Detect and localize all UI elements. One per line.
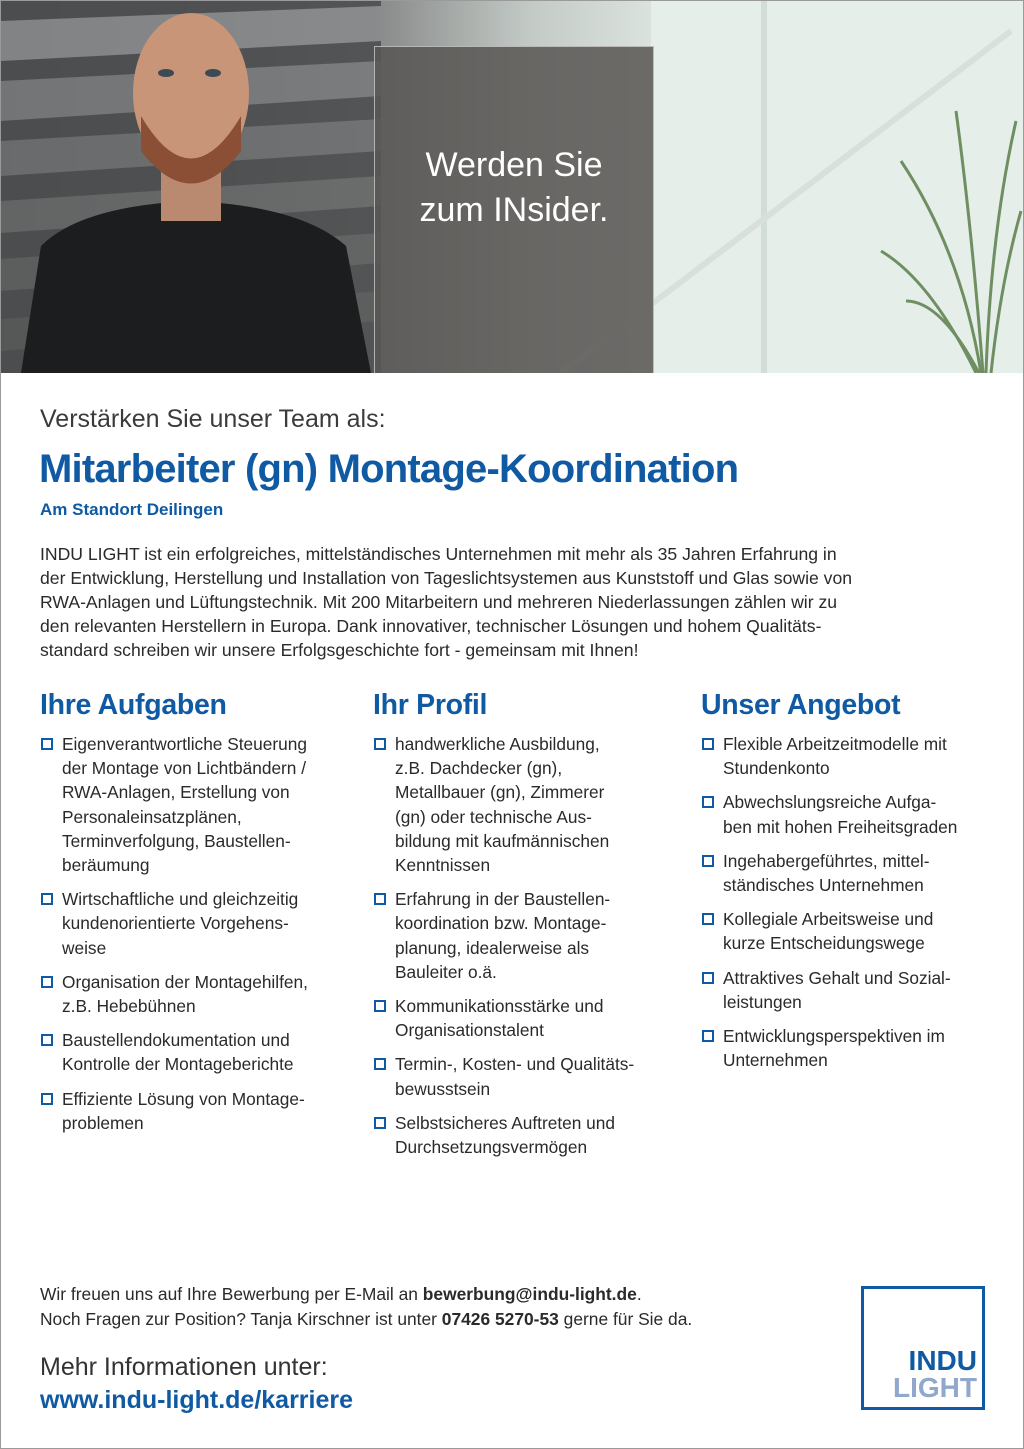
list-item-line: Flexible Arbeitzeitmodelle mit xyxy=(723,734,947,754)
offer-heading: Unser Angebot xyxy=(701,689,901,721)
list-item xyxy=(701,966,1001,1014)
hero-photo xyxy=(1,1,1023,373)
list-item xyxy=(40,970,350,1018)
offer-list xyxy=(701,732,1001,1072)
profile-list xyxy=(373,732,673,1159)
list-item-line: RWA-Anlagen, Erstellung von xyxy=(62,782,290,803)
list-item-line: Termin-, Kosten- und Qualitäts- xyxy=(395,1054,635,1075)
list-item-line: Kommunikationsstärke und xyxy=(395,996,604,1017)
square-bullet-icon xyxy=(41,738,53,750)
list-item-line: koordination bzw. Montage- xyxy=(395,913,607,934)
more-info-label: Mehr Informationen unter: xyxy=(40,1353,328,1381)
square-bullet-icon xyxy=(702,1030,714,1042)
list-item xyxy=(40,1028,350,1076)
questions-line xyxy=(40,1307,692,1332)
list-item-line: kurze Entscheidungswege xyxy=(723,933,925,954)
square-bullet-icon xyxy=(374,1000,386,1012)
indu-light-logo xyxy=(861,1286,985,1410)
list-item xyxy=(373,994,673,1042)
list-item-line: Organisationstalent xyxy=(395,1020,544,1041)
profile-column xyxy=(373,687,673,1169)
list-item-line: Organisation der Montagehilfen, xyxy=(62,971,308,992)
list-item-line: handwerkliche Ausbildung, xyxy=(395,734,600,754)
list-item-line: weise xyxy=(62,937,107,958)
apply-suffix: . xyxy=(636,1284,642,1304)
contact-phone[interactable]: 07426 5270-53 xyxy=(441,1309,559,1329)
list-item-line: Wirtschaftliche und gleichzeitig xyxy=(62,889,299,910)
list-item-line: leistungen xyxy=(723,991,802,1012)
list-item-line: beräumung xyxy=(62,855,150,876)
list-item-line: Durchsetzungsvermögen xyxy=(395,1137,588,1158)
career-url-link[interactable]: www.indu-light.de/karriere xyxy=(40,1386,354,1414)
list-item-line: Entwicklungsperspektiven im xyxy=(723,1026,945,1047)
intro-line: RWA-Anlagen und Lüftungstechnik. Mit 200 Mitarbeitern und mehreren Niederlassungen zählen wir zu xyxy=(40,592,838,612)
hero-headline-line: zum INsider. xyxy=(419,191,609,229)
list-item xyxy=(373,732,673,877)
list-item xyxy=(40,1087,350,1135)
offer-column xyxy=(701,687,1001,1082)
list-item xyxy=(701,732,1001,780)
list-item-line: Bauleiter o.ä. xyxy=(395,961,497,982)
list-item xyxy=(701,849,1001,897)
list-item-line: Abwechslungsreiche Aufga- xyxy=(723,792,937,813)
questions-suffix: gerne für Sie da. xyxy=(558,1309,693,1329)
intro-line: den relevanten Herstellern in Europa. Dank innovativer, technischer Lösungen und hohem Qualitäts- xyxy=(40,616,822,636)
list-item-line: Kenntnissen xyxy=(395,855,491,876)
list-item-line: Baustellendokumentation und xyxy=(62,1030,290,1051)
list-item xyxy=(373,1052,673,1100)
list-item xyxy=(701,907,1001,955)
square-bullet-icon xyxy=(41,1093,53,1105)
questions-prefix: Noch Fragen zur Position? Tanja Kirschner ist unter xyxy=(40,1309,442,1329)
list-item xyxy=(701,790,1001,838)
list-item xyxy=(701,1024,1001,1072)
list-item-line: planung, idealerweise als xyxy=(395,937,590,958)
tasks-column xyxy=(40,687,350,1145)
company-intro-paragraph xyxy=(40,542,985,662)
square-bullet-icon xyxy=(702,972,714,984)
logo-text-light: LIGHT xyxy=(893,1372,977,1403)
intro-line: standard schreiben wir unsere Erfolgsgeschichte fort - gemeinsam mit Ihnen! xyxy=(40,640,639,660)
apply-prefix: Wir freuen uns auf Ihre Bewerbung per E-Mail an xyxy=(40,1284,423,1304)
list-item-line: problemen xyxy=(62,1112,144,1133)
list-item xyxy=(373,887,673,984)
apply-line xyxy=(40,1282,692,1307)
list-item-line: kundenorientierte Vorgehens- xyxy=(62,913,289,934)
hero-headline-line: Werden Sie xyxy=(425,146,603,184)
apply-email-link[interactable]: bewerbung@indu-light.de xyxy=(422,1284,637,1304)
tasks-heading: Ihre Aufgaben xyxy=(40,689,227,721)
list-item-line: Kollegiale Arbeitsweise und xyxy=(723,909,934,930)
job-location: Am Standort Deilingen xyxy=(40,500,224,519)
list-item-line: Metallbauer (gn), Zimmerer xyxy=(395,782,605,803)
list-item-line: bewusstsein xyxy=(395,1078,491,1099)
logo-text-indu: INDU xyxy=(908,1345,977,1376)
list-item-line: ständisches Unternehmen xyxy=(723,875,924,896)
square-bullet-icon xyxy=(702,855,714,867)
list-item-line: Unternehmen xyxy=(723,1050,828,1071)
list-item-line: Ingehabergeführtes, mittel- xyxy=(723,850,930,871)
square-bullet-icon xyxy=(702,913,714,925)
tasks-list xyxy=(40,732,350,1135)
wall-illustration xyxy=(651,1,1023,373)
square-bullet-icon xyxy=(374,738,386,750)
wall-edge xyxy=(761,1,767,373)
list-item-line: Terminverfolgung, Baustellen- xyxy=(62,830,291,851)
list-item-line: z.B. Hebebühnen xyxy=(62,996,196,1017)
job-title: Mitarbeiter (gn) Montage-Koordination xyxy=(39,447,739,491)
list-item-line: (gn) oder technische Aus- xyxy=(395,806,592,827)
square-bullet-icon xyxy=(374,1058,386,1070)
list-item-line: bildung mit kaufmännischen xyxy=(395,830,610,851)
list-item-line: Eigenverantwortliche Steuerung xyxy=(62,734,307,754)
list-item-line: Attraktives Gehalt und Sozial- xyxy=(723,967,951,988)
square-bullet-icon xyxy=(41,976,53,988)
list-item-line: Erfahrung in der Baustellen- xyxy=(395,889,611,910)
list-item-line: Stundenkonto xyxy=(723,758,830,779)
hero-headline xyxy=(375,143,653,233)
square-bullet-icon xyxy=(374,893,386,905)
square-bullet-icon xyxy=(374,1117,386,1129)
lead-text: Verstärken Sie unser Team als: xyxy=(40,405,386,433)
profile-heading: Ihr Profil xyxy=(373,689,488,721)
contact-info xyxy=(40,1282,692,1332)
list-item xyxy=(40,887,350,960)
list-item-line: ben mit hohen Freiheitsgraden xyxy=(723,816,958,837)
list-item-line: z.B. Dachdecker (gn), xyxy=(395,758,563,779)
list-item-line: der Montage von Lichtbändern / xyxy=(62,758,307,779)
square-bullet-icon xyxy=(41,1034,53,1046)
list-item-line: Personaleinsatzplänen, xyxy=(62,806,242,827)
intro-line: der Entwicklung, Herstellung und Installation von Tageslichtsystemen aus Kunststoff und Glas sowie von xyxy=(40,568,853,588)
list-item-line: Kontrolle der Montageberichte xyxy=(62,1054,294,1075)
headline-box xyxy=(374,46,654,373)
list-item-line: Selbstsicheres Auftreten und xyxy=(395,1112,615,1133)
square-bullet-icon xyxy=(702,738,714,750)
square-bullet-icon xyxy=(702,796,714,808)
square-bullet-icon xyxy=(41,893,53,905)
list-item-line: Effiziente Lösung von Montage- xyxy=(62,1088,305,1109)
intro-line: INDU LIGHT ist ein erfolgreiches, mittelständisches Unternehmen mit mehr als 35 Jahren Erfahrung in xyxy=(40,544,837,564)
list-item xyxy=(40,732,350,877)
list-item xyxy=(373,1111,673,1159)
